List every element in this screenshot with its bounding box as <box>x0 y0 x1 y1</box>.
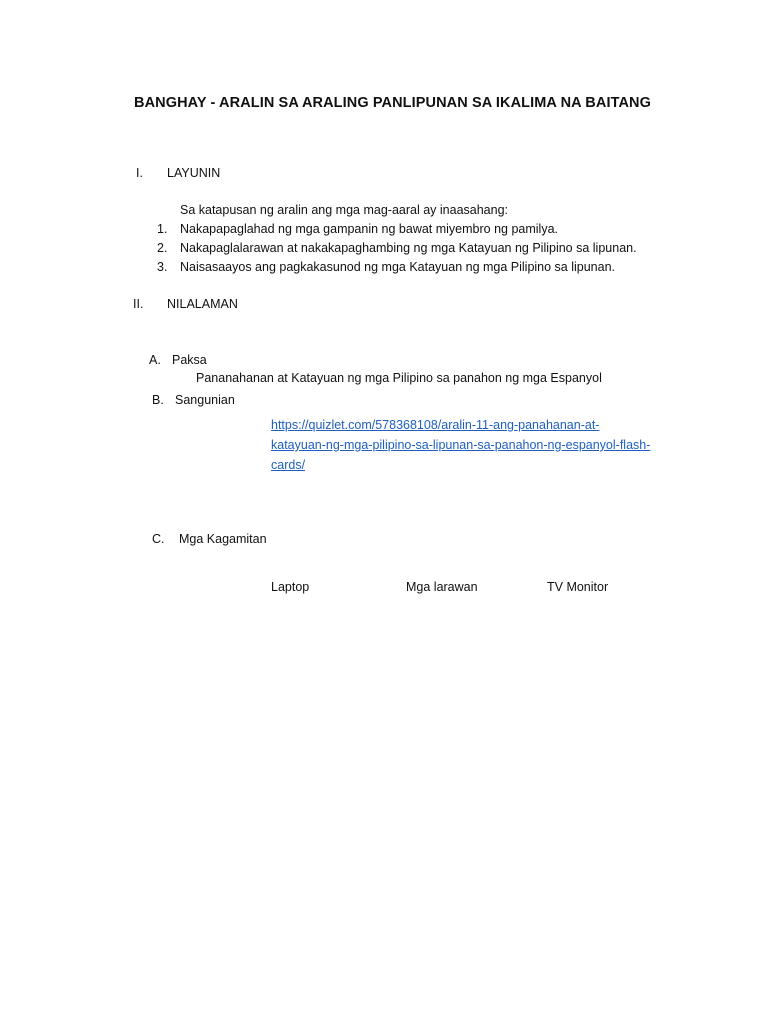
material-item-tv-monitor: TV Monitor <box>547 580 609 594</box>
topic-label: Paksa <box>172 353 207 367</box>
objective-1-number: 1. <box>157 222 168 236</box>
document-title: BANGHAY - ARALIN SA ARALING PANLIPUNAN SA IKALIMA NA BAITANG <box>134 95 651 111</box>
objective-3-number: 3. <box>157 260 168 274</box>
reference-link-line-1[interactable]: https://quizlet.com/578368108/aralin-11-ang-panahanan-at- <box>271 418 600 432</box>
objective-1-text: Nakapapaglahad ng mga gampanin ng bawat miyembro ng pamilya. <box>180 222 559 236</box>
objectives-intro: Sa katapusan ng aralin ang mga mag-aaral ay inaasahang: <box>180 203 508 217</box>
reference-link-line-2[interactable]: katayuan-ng-mga-pilipino-sa-lipunan-sa-panahon-ng-espanyol-flash- <box>271 438 651 452</box>
topic-letter: A. <box>149 353 161 367</box>
objective-3-text: Naisasaayos ang pagkakasunod ng mga Katayuan ng mga Pilipino sa lipunan. <box>180 260 616 274</box>
material-item-laptop: Laptop <box>271 580 310 594</box>
topic-content: Pananahanan at Katayuan ng mga Pilipino sa panahon ng mga Espanyol <box>196 371 602 385</box>
objective-2-number: 2. <box>157 241 168 255</box>
section-1-heading: LAYUNIN <box>167 166 221 180</box>
objective-2-text: Nakapaglalarawan at nakakapaghambing ng mga Katayuan ng Pilipino sa lipunan. <box>180 241 637 255</box>
section-2-numeral: II. <box>133 297 144 311</box>
reference-letter: B. <box>152 393 164 407</box>
materials-label: Mga Kagamitan <box>179 532 267 546</box>
reference-link[interactable] <box>271 415 701 475</box>
materials-letter: C. <box>152 532 165 546</box>
reference-label: Sangunian <box>175 393 235 407</box>
section-1-numeral: I. <box>136 166 143 180</box>
material-item-pictures: Mga larawan <box>406 580 478 594</box>
section-2-heading: NILALAMAN <box>167 297 238 311</box>
reference-link-line-3[interactable]: cards/ <box>271 458 306 472</box>
